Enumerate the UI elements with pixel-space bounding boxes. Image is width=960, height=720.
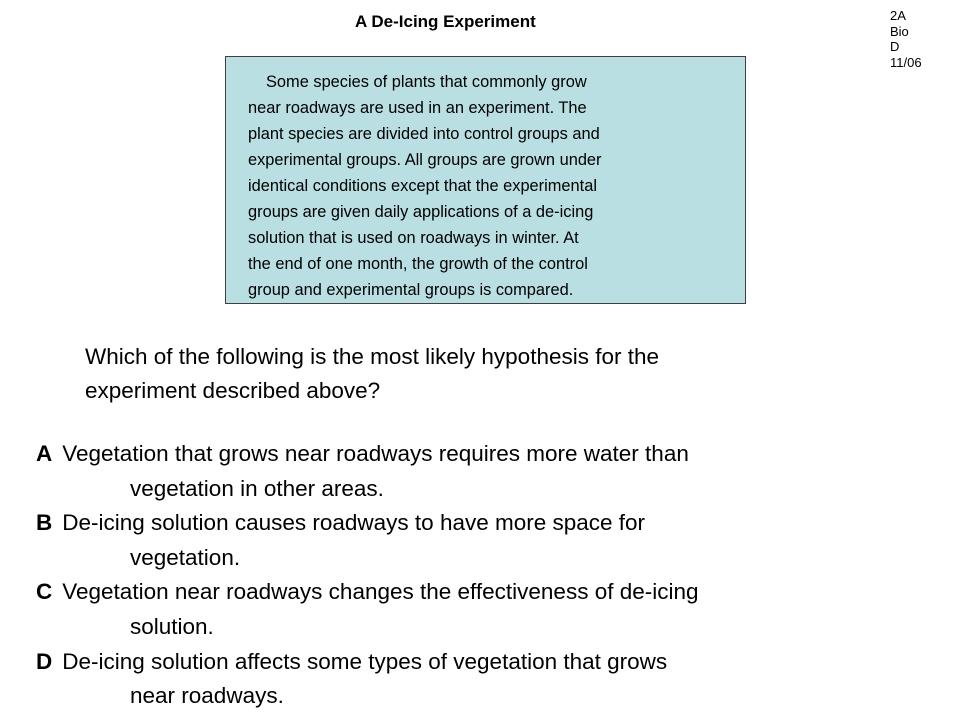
scenario-line: group and experimental groups is compared. (248, 281, 574, 299)
scenario-line: plant species are divided into control groups and (248, 125, 600, 143)
scenario-box (225, 56, 746, 304)
standard-code-line: 11/06 (890, 54, 922, 70)
option-letter: D (36, 648, 53, 674)
option-text-continued: vegetation in other areas. (130, 475, 384, 501)
option-text: De-icing solution causes roadways to have more space for (62, 510, 646, 536)
option-text: Vegetation near roadways changes the effectiveness of de-icing (62, 579, 699, 605)
answer-option-d[interactable] (36, 645, 699, 714)
page-title: A De-Icing Experiment (355, 12, 536, 31)
standard-code-line: 2A (890, 8, 906, 23)
answer-option-b[interactable] (36, 506, 699, 575)
question-text (85, 340, 659, 408)
option-letter: C (36, 579, 53, 605)
question-line: Which of the following is the most likely hypothesis for the (85, 344, 660, 369)
option-text: De-icing solution affects some types of vegetation that grows (62, 648, 668, 674)
option-letter: B (36, 510, 53, 536)
option-text: Vegetation that grows near roadways requires more water than (62, 441, 689, 466)
option-letter: A (36, 441, 53, 466)
scenario-line: experimental groups. All groups are grown under (248, 151, 602, 169)
option-text-continued: vegetation. (130, 544, 241, 570)
answer-options (36, 437, 699, 714)
scenario-line: Some species of plants that commonly grow (266, 73, 587, 91)
question-line: experiment described above? (85, 378, 381, 403)
answer-option-c[interactable] (36, 575, 699, 644)
option-text-continued: near roadways. (130, 683, 284, 709)
scenario-line: solution that is used on roadways in winter. At (248, 229, 579, 247)
scenario-line: near roadways are used in an experiment. The (248, 99, 587, 117)
scenario-line: groups are given daily applications of a de-icing (248, 203, 594, 221)
standard-code-line: Bio (890, 23, 909, 39)
standard-code (890, 8, 922, 70)
scenario-line: identical conditions except that the experimental (248, 177, 597, 195)
scenario-line: the end of one month, the growth of the control (248, 255, 588, 273)
option-text-continued: solution. (130, 613, 214, 639)
answer-option-a[interactable] (36, 437, 699, 506)
standard-code-line: D (890, 39, 900, 54)
